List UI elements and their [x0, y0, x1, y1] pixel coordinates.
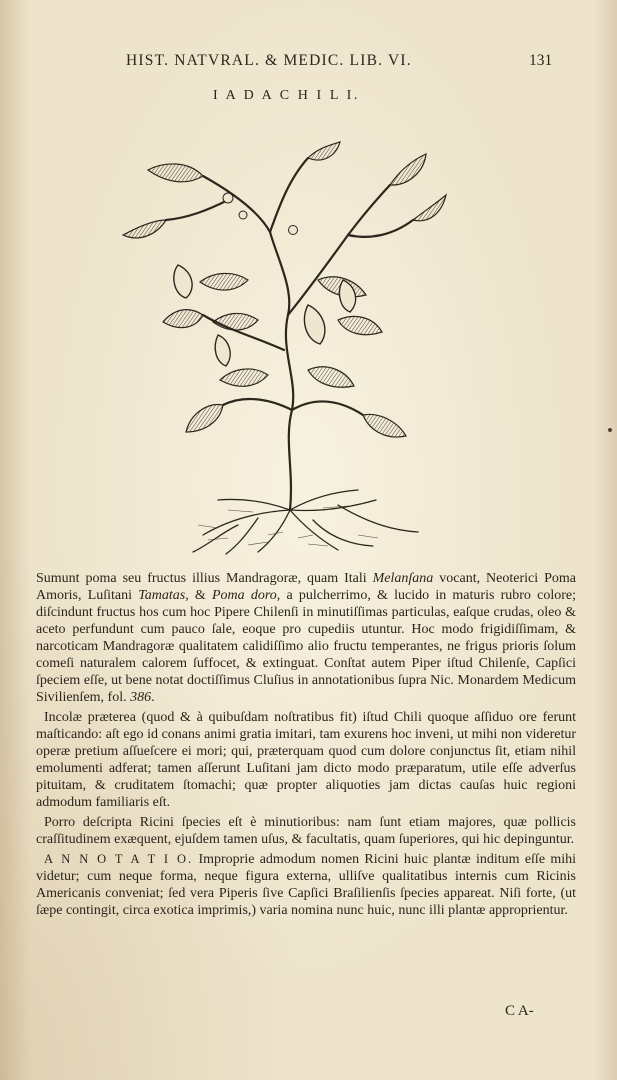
running-head: HIST. NATVRAL. & MEDIC. LIB. VI.	[126, 52, 412, 69]
text-segment: , &	[185, 588, 212, 603]
text-segment: .	[151, 690, 155, 705]
page-number: 131	[529, 52, 553, 69]
ink-spot	[608, 428, 612, 432]
italic-term: 386	[130, 690, 152, 705]
italic-term: Tamatas	[138, 588, 186, 603]
body-paragraph	[36, 851, 576, 919]
body-text	[36, 570, 576, 922]
annotation-label: A N N O T A T I O.	[44, 852, 194, 866]
chili-plant-woodcut-icon	[108, 140, 448, 560]
text-segment: Improprie admodum nomen Ricini huic plantæ inditum eſſe mihi videtur; cum neque forma, neque figura externa, ulliſve qualitatibus internis cum Ricinis Americanis conveniat; ſed vera Piperis ſive Capſici Braſilienſis ſpecies appareat. Niſi forte, (ut ſæpe contingit, circa exotica imprimis,) varia nomina nunc huic, nunc illi plantæ approprientur.	[36, 852, 576, 918]
text-segment: Sumunt poma seu fructus illius Mandragoræ, quam Itali	[36, 571, 373, 586]
body-paragraph	[36, 570, 576, 706]
chapter-title: I A D A C H I L I.	[213, 88, 361, 103]
body-paragraph	[36, 814, 576, 848]
italic-term: Poma doro	[211, 588, 277, 603]
text-segment: , a pulcherrimo, & lucido in maturis rubro colore; diſcindunt fructus hos cum hoc Pipere Chilenſi in minutiſſimas particulas, eaſque crudas, oleo & aceto perfundunt cum pauco ſale, eoque pro cupediis utuntur. Hoc modo frigidiſſimam, & narcoticam Mandragoræ qualitatem calidiſſimo alio fructu temperantes, ne frigus prioris ſolum comeſi naturalem calorem ſuffocet, & extinguat. Conſtat autem Piper iſtud Chilenſe, Capſici ſpeciem eſſe, ut bene notat doctiſſimus Cluſius in annotationibus ſupra Nic. Monardem Medicum Sivilienſem, fol.	[36, 588, 576, 705]
page-header	[0, 52, 617, 74]
catchword: C A-	[505, 1003, 534, 1019]
italic-term: Melanſana	[372, 571, 434, 586]
body-paragraph	[36, 709, 576, 811]
text-segment: Incolæ præterea (quod & à quibuſdam noſtratibus fit) iſtud Chili quoque aſſiduo ore ferunt maſticando: aſt ego id conans animi gratia imitari, tam exurens hoc inveni, ut mihi non videretur operæ pretium aſſueſcere ei mori; qui, præterquam quod cum dolore conjunctus ſit, etiam nihil emolumenti adferat; tamen aſſerunt Luſitani jam dicto modo præparatum, utile eſſe adverſus pituitam, & cruditatem ſtomachi; quæ propter aliquoties jam dictas cauſas huic regioni admodum familiaris eſt.	[36, 710, 576, 810]
text-segment: vocant, Neoterici Poma Amoris, Luſitani	[36, 571, 576, 603]
text-segment: Porro deſcripta Ricini ſpecies eſt è minutioribus: nam ſunt etiam majores, quæ pollicis craſſitudinem exæquent, ejuſdem tamen uſus, & facultatis, quam ſuperiores, qui hic depinguntur.	[36, 815, 576, 847]
